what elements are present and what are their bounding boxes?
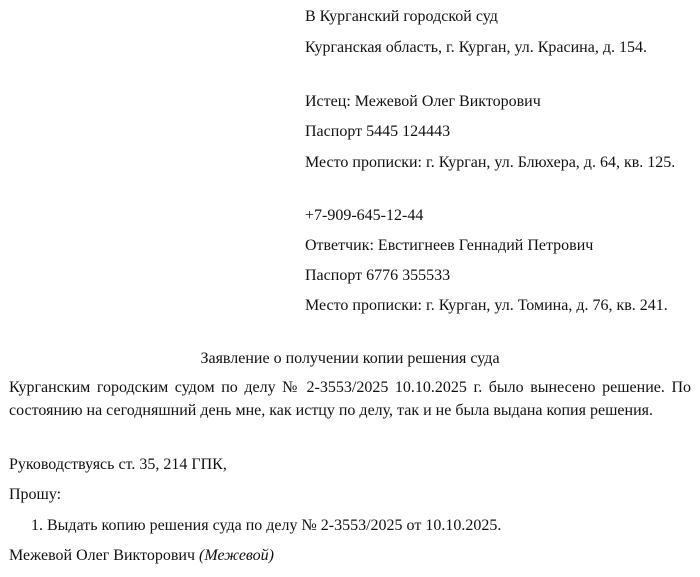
court-name: В Курганский городской суд xyxy=(305,8,498,25)
plaintiff-address: Место прописки: г. Курган, ул. Блюхера, д. 64, кв. 125. xyxy=(305,154,676,171)
plaintiff-name: Истец: Межевой Олег Викторович xyxy=(305,93,541,110)
request-intro: Прошу: xyxy=(9,486,62,503)
signature-mark: (Межевой) xyxy=(199,547,274,564)
document-title: Заявление о получении копии решения суда xyxy=(200,350,500,367)
statement-paragraph: Курганским городским судом по делу № 2-3553/2025 10.10.2025 г. было вынесено решение. По состоянию на сегодняшний день мне, как истцу по делу, так и не была выдана копия решения. xyxy=(9,379,691,419)
plaintiff-passport: Паспорт 5445 124443 xyxy=(305,123,451,140)
plaintiff-phone: +7-909-645-12-44 xyxy=(305,207,424,224)
defendant-address: Место прописки: г. Курган, ул. Томина, д. 76, кв. 241. xyxy=(305,297,668,314)
signature-line xyxy=(9,544,274,567)
signature-name: Межевой Олег Викторович xyxy=(9,547,196,564)
court-address: Курганская область, г. Курган, ул. Красина, д. 154. xyxy=(305,39,647,56)
defendant-name: Ответчик: Евстигнеев Геннадий Петрович xyxy=(305,237,594,254)
legal-basis: Руководствуясь ст. 35, 214 ГПК, xyxy=(9,456,227,473)
defendant-passport: Паспорт 6776 355533 xyxy=(305,267,451,284)
request-item: 1. Выдать копию решения суда по делу № 2-3553/2025 от 10.10.2025. xyxy=(31,517,502,534)
